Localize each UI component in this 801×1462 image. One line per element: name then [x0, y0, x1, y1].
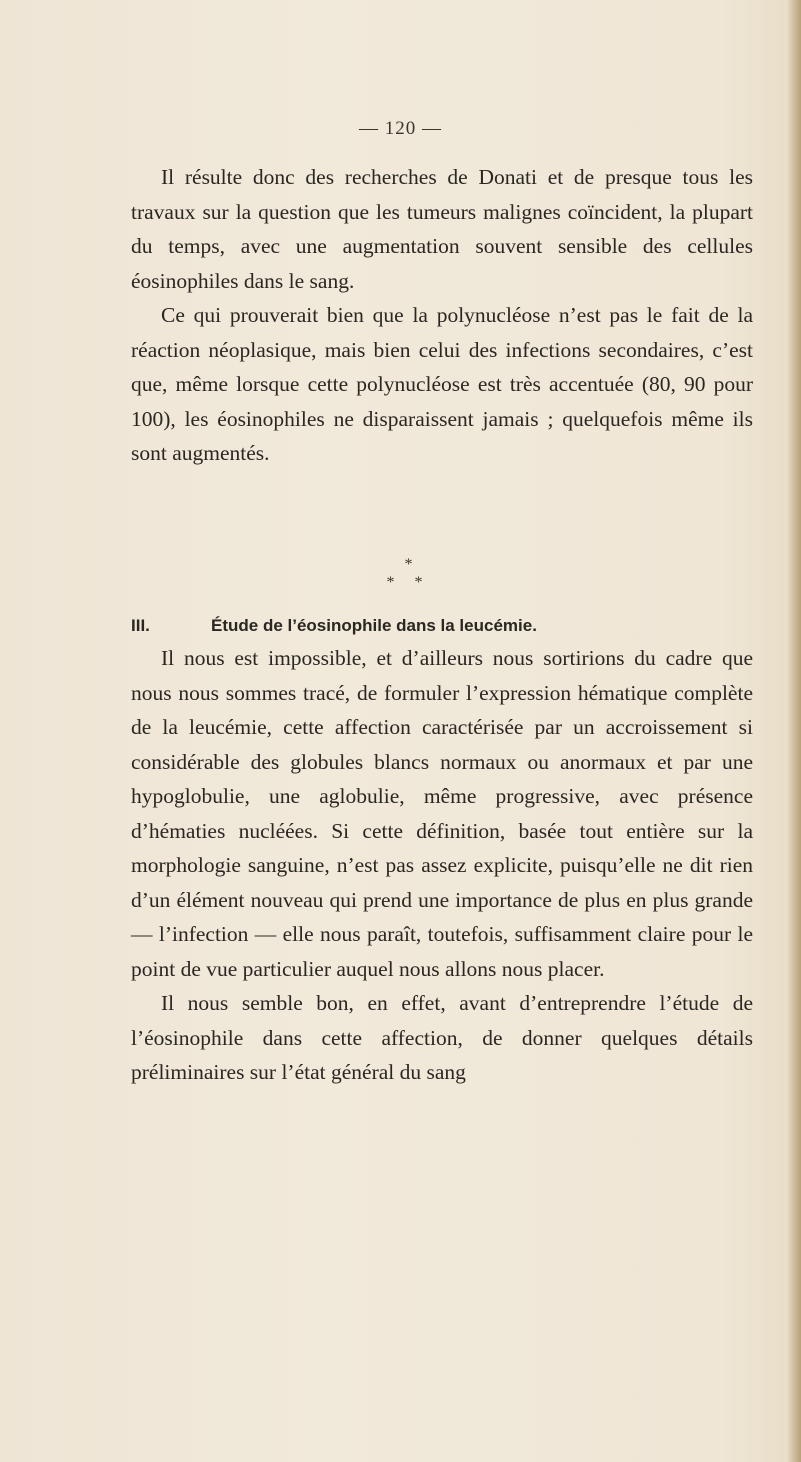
paragraph-2: Ce qui prouverait bien que la polynucléose n’est pas le fait de la réaction néoplasique, mais bien celui des infections secondaires, c’est que, même lorsque cette polynucléose est très accentuée (80, 90 pour 100), les éosinophiles ne disparaissent jamais ; quelquefois même ils sont augmentés.: [131, 303, 753, 465]
section-heading: [131, 616, 753, 636]
page-edge-shadow: [787, 0, 801, 1462]
paragraph-3: Il nous est impossible, et d’ailleurs nous sortirions du cadre que nous nous sommes tracé, de formuler l’expression hématique complète de la leucémie, cette affection caractérisée par un accroissement si considérable des globules blancs normaux ou anormaux et par une hypoglobulie, une aglobulie, même progressive, avec présence d’hématies nucléées. Si cette définition, basée tout entière sur la morphologie sanguine, n’est pas assez explicite, puisqu’elle ne dit rien d’un élément nouveau qui prend une importance de plus en plus grande — l’infection — elle nous paraît, toutefois, suffisamment claire pour le point de vue particulier auquel nous allons nous placer.: [131, 646, 753, 981]
asterism-bottom-stars: * *: [386, 574, 431, 591]
text-block-before-section: [131, 160, 753, 471]
page-number: — 120 —: [359, 118, 442, 139]
paragraph-4: Il nous semble bon, en effet, avant d’entreprendre l’étude de l’éosinophile dans cette affection, de donner quelques détails préliminaires sur l’état général du sang: [131, 991, 753, 1084]
section-number: III.: [131, 616, 150, 635]
paragraph-1: Il résulte donc des recherches de Donati et de presque tous les travaux sur la question que les tumeurs malignes coïncident, la plupart du temps, avec une augmentation souvent sensible des cellules éosinophiles dans le sang.: [131, 165, 753, 293]
section-title: Étude de l’éosinophile dans la leucémie.: [211, 616, 537, 635]
asterism-top-star: *: [404, 556, 413, 573]
text-block-after-section: [131, 641, 753, 1090]
